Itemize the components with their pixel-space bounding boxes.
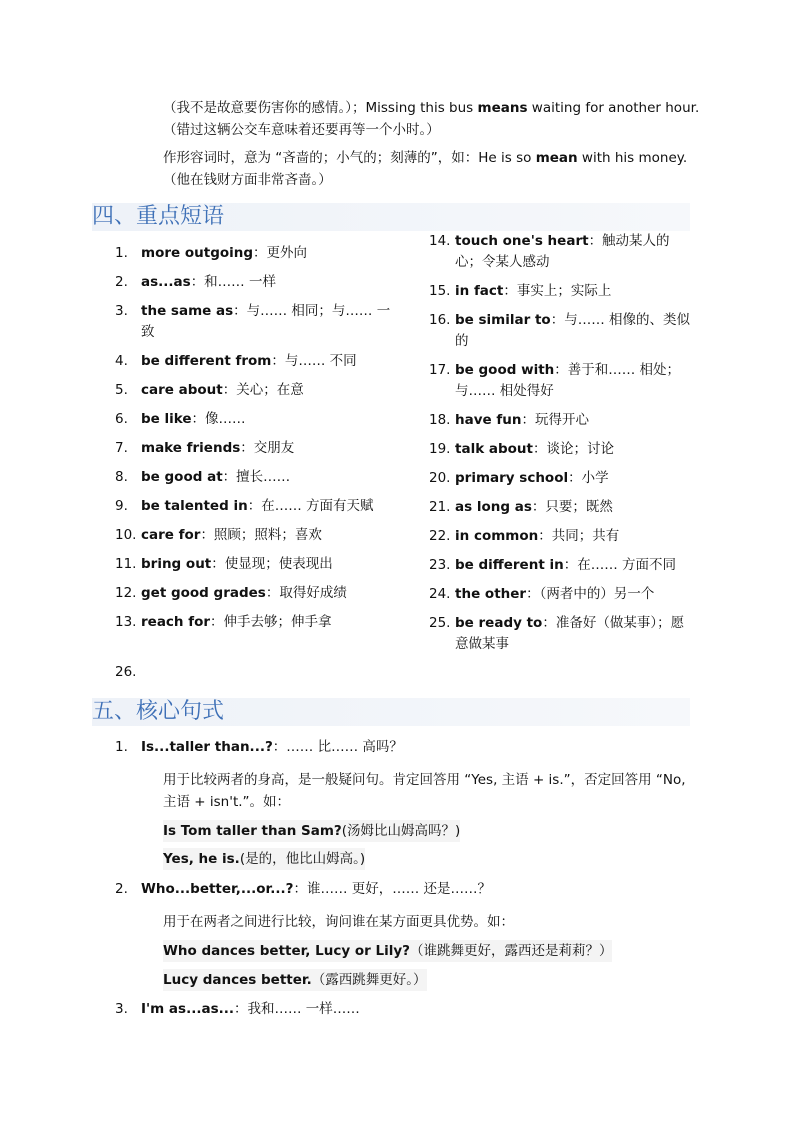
pattern-item (115, 999, 675, 1020)
item-number: 14. (429, 233, 451, 249)
item-number: 5. (115, 382, 128, 398)
phrase-term: be like (141, 411, 192, 427)
phrase-term: be good at (141, 469, 223, 485)
phrase-term: as long as (455, 499, 532, 515)
phrase-definition: ：擅长…… (222, 469, 291, 485)
phrase-term: in common (455, 528, 539, 544)
item-number: 11. (115, 556, 137, 572)
item-number: 13. (115, 614, 137, 630)
pattern-item (115, 879, 675, 900)
pattern-term: Who...better,...or...? (141, 881, 294, 897)
phrase-definition: ：准备好（做某事）；愿意做某事 (455, 615, 685, 652)
item-number: 18. (429, 412, 451, 428)
phrase-term: the other (455, 586, 527, 602)
phrase-definition: ：使显现；使表现出 (211, 556, 333, 572)
phrase-term: be different in (455, 557, 564, 573)
intro-paragraph-1 (163, 97, 703, 141)
phrase-item (115, 496, 405, 517)
phrase-item (429, 231, 699, 273)
pattern-term: I'm as...as... (141, 1001, 234, 1017)
phrase-item (429, 526, 699, 547)
phrase-item (429, 497, 699, 518)
phrase-term: as...as (141, 274, 191, 290)
item-number: 8. (115, 469, 128, 485)
pattern-explanation: 用于在两者之间进行比较，询问谁在某方面更具优势。如： (163, 914, 514, 930)
phrase-item (429, 613, 699, 655)
example-english: Yes, he is. (163, 851, 240, 867)
phrase-definition: ：照顾；照料；喜欢 (200, 527, 322, 543)
phrase-definition: ：在…… 方面有天赋 (247, 498, 374, 514)
trailing-number: 26. (115, 664, 137, 680)
pattern-explanation: 用于比较两者的身高，是一般疑问句。肯定回答用 “Yes, 主语 + is.”，否定回答用 “No, 主语 + isn't.”。如： (163, 772, 686, 810)
phrase-term: care for (141, 527, 201, 543)
item-number: 1. (115, 739, 128, 755)
phrase-item (115, 351, 405, 372)
example-translation: (是的，他比山姆高。) (239, 851, 366, 867)
pattern-definition: ：我和…… 一样…… (233, 1001, 360, 1017)
item-number: 10. (115, 527, 137, 543)
phrase-term: the same as (141, 303, 234, 319)
phrase-definition: ：与…… 相像的、类似的 (455, 312, 690, 349)
intro-paragraph-2 (163, 147, 703, 191)
example-sentence (163, 969, 427, 991)
example-translation: （露西跳舞更好。） (311, 972, 427, 988)
phrase-definition: ：更外向 (253, 245, 308, 261)
pattern-item (115, 737, 675, 758)
item-number: 9. (115, 498, 128, 514)
item-number: 21. (429, 499, 451, 515)
example-sentence (163, 848, 365, 870)
phrase-definition: ：交朋友 (240, 440, 295, 456)
phrase-item (115, 243, 405, 264)
phrase-definition: ：（两者中的）另一个 (526, 586, 655, 602)
item-number: 24. (429, 586, 451, 602)
item-number: 2. (115, 274, 128, 290)
example-english: Lucy dances better. (163, 972, 312, 988)
item-number: 19. (429, 441, 451, 457)
example-sentence (163, 820, 460, 842)
phrase-term: be ready to (455, 615, 543, 631)
phrase-term: bring out (141, 556, 212, 572)
item-number: 17. (429, 362, 451, 378)
phrase-definition: ：小学 (568, 470, 609, 486)
phrase-term: be good with (455, 362, 555, 378)
phrase-term: get good grades (141, 585, 266, 601)
phrase-item (115, 612, 405, 633)
phrase-definition: ：像…… (191, 411, 246, 427)
phrase-item (429, 468, 699, 489)
phrase-term: touch one's heart (455, 233, 589, 249)
phrase-term: be similar to (455, 312, 551, 328)
item-number: 3. (115, 303, 128, 319)
phrase-item (115, 583, 405, 604)
phrase-term: in fact (455, 283, 504, 299)
phrase-term: be different from (141, 353, 272, 369)
phrase-item (429, 410, 699, 431)
phrase-item (429, 310, 699, 352)
example-sentence (163, 940, 612, 962)
phrase-term: talk about (455, 441, 533, 457)
intro-text: （我不是故意要伤害你的感情。）；Missing this bus (163, 100, 478, 116)
phrase-item (115, 554, 405, 575)
example-translation: (汤姆比山姆高吗？) (341, 823, 461, 839)
example-translation: （谁跳舞更好，露西还是莉莉？） (409, 943, 613, 959)
pattern-definition: ：…… 比…… 高吗？ (272, 739, 403, 755)
phrase-definition: ：和…… 一样 (190, 274, 276, 290)
phrase-item (115, 301, 405, 343)
intro-text-tail: with his money.（他在钱财方面非常吝啬。） (163, 150, 688, 188)
item-number: 7. (115, 440, 128, 456)
example-english: Who dances better, Lucy or Lily? (163, 943, 410, 959)
phrase-term: care about (141, 382, 223, 398)
phrase-definition: ：玩得开心 (521, 412, 589, 428)
phrase-item (429, 439, 699, 460)
phrase-term: reach for (141, 614, 211, 630)
phrase-definition: ：与…… 不同 (271, 353, 357, 369)
item-number: 6. (115, 411, 128, 427)
section-heading-phrases: 四、重点短语 (92, 203, 690, 231)
item-number: 22. (429, 528, 451, 544)
section-heading-sentence-patterns: 五、核心句式 (92, 698, 690, 726)
pattern-definition: ：谁…… 更好，…… 还是……？ (293, 881, 492, 897)
phrase-item (115, 467, 405, 488)
item-number: 23. (429, 557, 451, 573)
phrase-term: make friends (141, 440, 241, 456)
intro-text-tail: waiting for another hour.（错过这辆公交车意味着还要再等一个小时。） (163, 100, 700, 138)
phrase-item (115, 272, 405, 293)
item-number: 16. (429, 312, 451, 328)
intro-text: 作形容词时，意为 “吝啬的；小气的；刻薄的”，如：He is so (163, 150, 536, 166)
item-number: 25. (429, 615, 451, 631)
phrase-definition: ：事实上；实际上 (503, 283, 612, 299)
phrase-term: be talented in (141, 498, 248, 514)
item-number: 20. (429, 470, 451, 486)
item-number: 12. (115, 585, 137, 601)
item-number: 4. (115, 353, 128, 369)
item-number: 1. (115, 245, 128, 261)
phrase-definition: ：取得好成绩 (265, 585, 347, 601)
phrase-item (115, 438, 405, 459)
phrase-item (429, 360, 699, 402)
intro-bold-word: means (477, 100, 528, 116)
item-number: 3. (115, 1001, 128, 1017)
pattern-term: Is...taller than...? (141, 739, 273, 755)
phrase-item (115, 409, 405, 430)
item-number: 2. (115, 881, 128, 897)
phrase-term: primary school (455, 470, 569, 486)
phrase-definition: ：与…… 相同；与…… 一致 (141, 303, 391, 340)
phrase-definition: ：伸手去够；伸手拿 (210, 614, 332, 630)
phrase-definition: ：共同；共有 (538, 528, 620, 544)
phrase-definition: ：在…… 方面不同 (563, 557, 677, 573)
intro-bold-word: mean (535, 150, 578, 166)
phrase-item (429, 281, 699, 302)
phrase-item (429, 584, 699, 605)
phrase-item (115, 380, 405, 401)
phrase-definition: ：谈论；讨论 (532, 441, 614, 457)
phrase-term: have fun (455, 412, 522, 428)
phrase-definition: ：只要；既然 (531, 499, 613, 515)
phrase-item (115, 525, 405, 546)
example-english: Is Tom taller than Sam? (163, 823, 342, 839)
phrase-definition: ：关心；在意 (222, 382, 304, 398)
phrase-definition: ：触动某人的心；令某人感动 (455, 233, 670, 270)
phrase-definition: ：善于和…… 相处；与…… 相处得好 (455, 362, 681, 399)
phrase-term: more outgoing (141, 245, 254, 261)
item-number: 15. (429, 283, 451, 299)
phrase-item (429, 555, 699, 576)
